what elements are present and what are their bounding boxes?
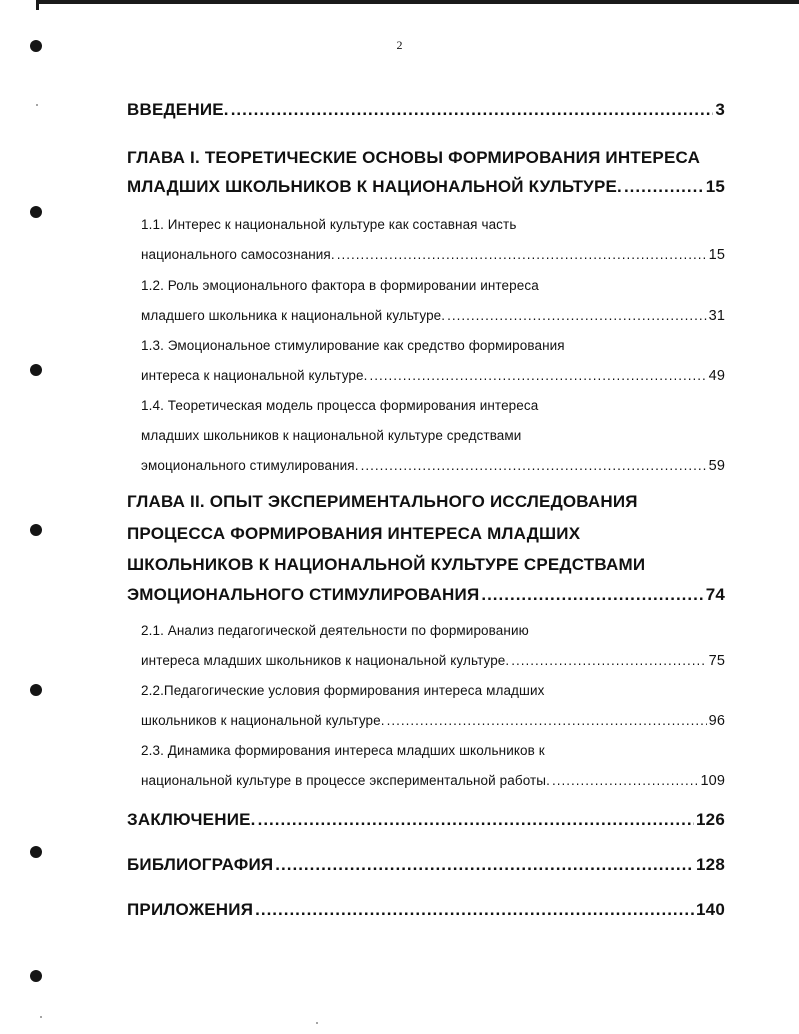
- toc-label: ЭМОЦИОНАЛЬНОГО СТИМУЛИРОВАНИЯ: [127, 585, 480, 604]
- toc-page: 15: [708, 247, 725, 263]
- toc-page: 31: [708, 308, 725, 324]
- chapter-2-title-line[interactable]: ШКОЛЬНИКОВ К НАЦИОНАЛЬНОЙ КУЛЬТУРЕ СРЕДСТВАМИ: [127, 555, 646, 574]
- leader-dots: [361, 458, 707, 473]
- toc-page: 59: [708, 458, 725, 474]
- leader-dots: [369, 368, 706, 383]
- leader-dots: [255, 900, 694, 920]
- toc-page: 140: [696, 900, 725, 919]
- leader-dots: [552, 773, 699, 788]
- section-1-4-title-line[interactable]: младших школьников к национальной культуре средствами: [141, 428, 522, 443]
- toc-page: 109: [700, 773, 725, 789]
- section-1-3-title-line[interactable]: 1.3. Эмоциональное стимулирование как средство формирования: [141, 338, 565, 353]
- toc-entry-section-1-1[interactable]: [141, 247, 725, 263]
- toc-label: ПРИЛОЖЕНИЯ: [127, 900, 254, 919]
- section-1-4-title-line[interactable]: 1.4. Теоретическая модель процесса формирования интереса: [141, 398, 539, 413]
- toc-entry-conclusion[interactable]: [127, 810, 725, 830]
- toc-entry-section-2-1[interactable]: [141, 653, 725, 669]
- toc-label: школьников к национальной культуре.: [141, 713, 385, 728]
- toc-page: 15: [705, 177, 725, 196]
- chapter-1-title-line[interactable]: ГЛАВА I. ТЕОРЕТИЧЕСКИЕ ОСНОВЫ ФОРМИРОВАНИЯ ИНТЕРЕСА: [127, 148, 701, 167]
- leader-dots: [481, 585, 703, 605]
- toc-label: национальной культуре в процессе экспериментальной работы.: [141, 773, 550, 788]
- toc-entry-appendices[interactable]: [127, 900, 725, 920]
- toc-label: ЗАКЛЮЧЕНИЕ.: [127, 810, 256, 829]
- section-1-2-title-line[interactable]: 1.2. Роль эмоционального фактора в формировании интереса: [141, 278, 539, 293]
- section-2-1-title-line[interactable]: 2.1. Анализ педагогической деятельности по формированию: [141, 623, 529, 638]
- section-1-1-title-line[interactable]: 1.1. Интерес к национальной культуре как составная часть: [141, 217, 517, 232]
- toc-entry-section-2-3[interactable]: [141, 773, 725, 789]
- chapter-2-title-line[interactable]: ПРОЦЕССА ФОРМИРОВАНИЯ ИНТЕРЕСА МЛАДШИХ: [127, 524, 581, 543]
- section-2-3-title-line[interactable]: 2.3. Динамика формирования интереса младших школьников к: [141, 743, 545, 758]
- toc-entry-section-1-2[interactable]: [141, 308, 725, 324]
- toc-entry-section-2-2[interactable]: [141, 713, 725, 729]
- toc-label: национального самосознания.: [141, 247, 335, 262]
- toc-page: 49: [708, 368, 725, 384]
- toc-page: 128: [696, 855, 725, 874]
- leader-dots: [624, 177, 704, 197]
- toc-entry-chapter-2[interactable]: [127, 585, 725, 605]
- toc-page: 74: [705, 585, 725, 604]
- toc-entry-chapter-1[interactable]: [127, 177, 725, 197]
- leader-dots: [447, 308, 707, 323]
- page-number: 2: [396, 38, 403, 52]
- toc-entry-bibliography[interactable]: [127, 855, 725, 875]
- toc-page: 126: [696, 810, 725, 829]
- chapter-2-title-line[interactable]: ГЛАВА II. ОПЫТ ЭКСПЕРИМЕНТАЛЬНОГО ИССЛЕДОВАНИЯ: [127, 492, 638, 511]
- toc-page: 96: [708, 713, 725, 729]
- toc-label: ВВЕДЕНИЕ.: [127, 100, 229, 119]
- leader-dots: [511, 653, 706, 668]
- toc-label: БИБЛИОГРАФИЯ: [127, 855, 274, 874]
- leader-dots: [337, 247, 707, 262]
- toc-entry-introduction[interactable]: [127, 100, 725, 120]
- toc-entry-section-1-3[interactable]: [141, 368, 725, 384]
- toc-label: МЛАДШИХ ШКОЛЬНИКОВ К НАЦИОНАЛЬНОЙ КУЛЬТУРЕ.: [127, 177, 622, 196]
- leader-dots: [275, 855, 694, 875]
- toc-label: интереса к национальной культуре.: [141, 368, 368, 383]
- leader-dots: [258, 810, 694, 830]
- section-2-2-title-line[interactable]: 2.2.Педагогические условия формирования интереса младших: [141, 683, 545, 698]
- toc-page: 75: [708, 653, 725, 669]
- toc-entry-section-1-4[interactable]: [141, 458, 725, 474]
- toc-page: 3: [715, 100, 725, 119]
- leader-dots: [387, 713, 707, 728]
- toc-label: интереса младших школьников к национальной культуре.: [141, 653, 510, 668]
- toc-label: младшего школьника к национальной культуре.: [141, 308, 446, 323]
- leader-dots: [231, 100, 714, 120]
- toc-label: эмоционального стимулирования.: [141, 458, 359, 473]
